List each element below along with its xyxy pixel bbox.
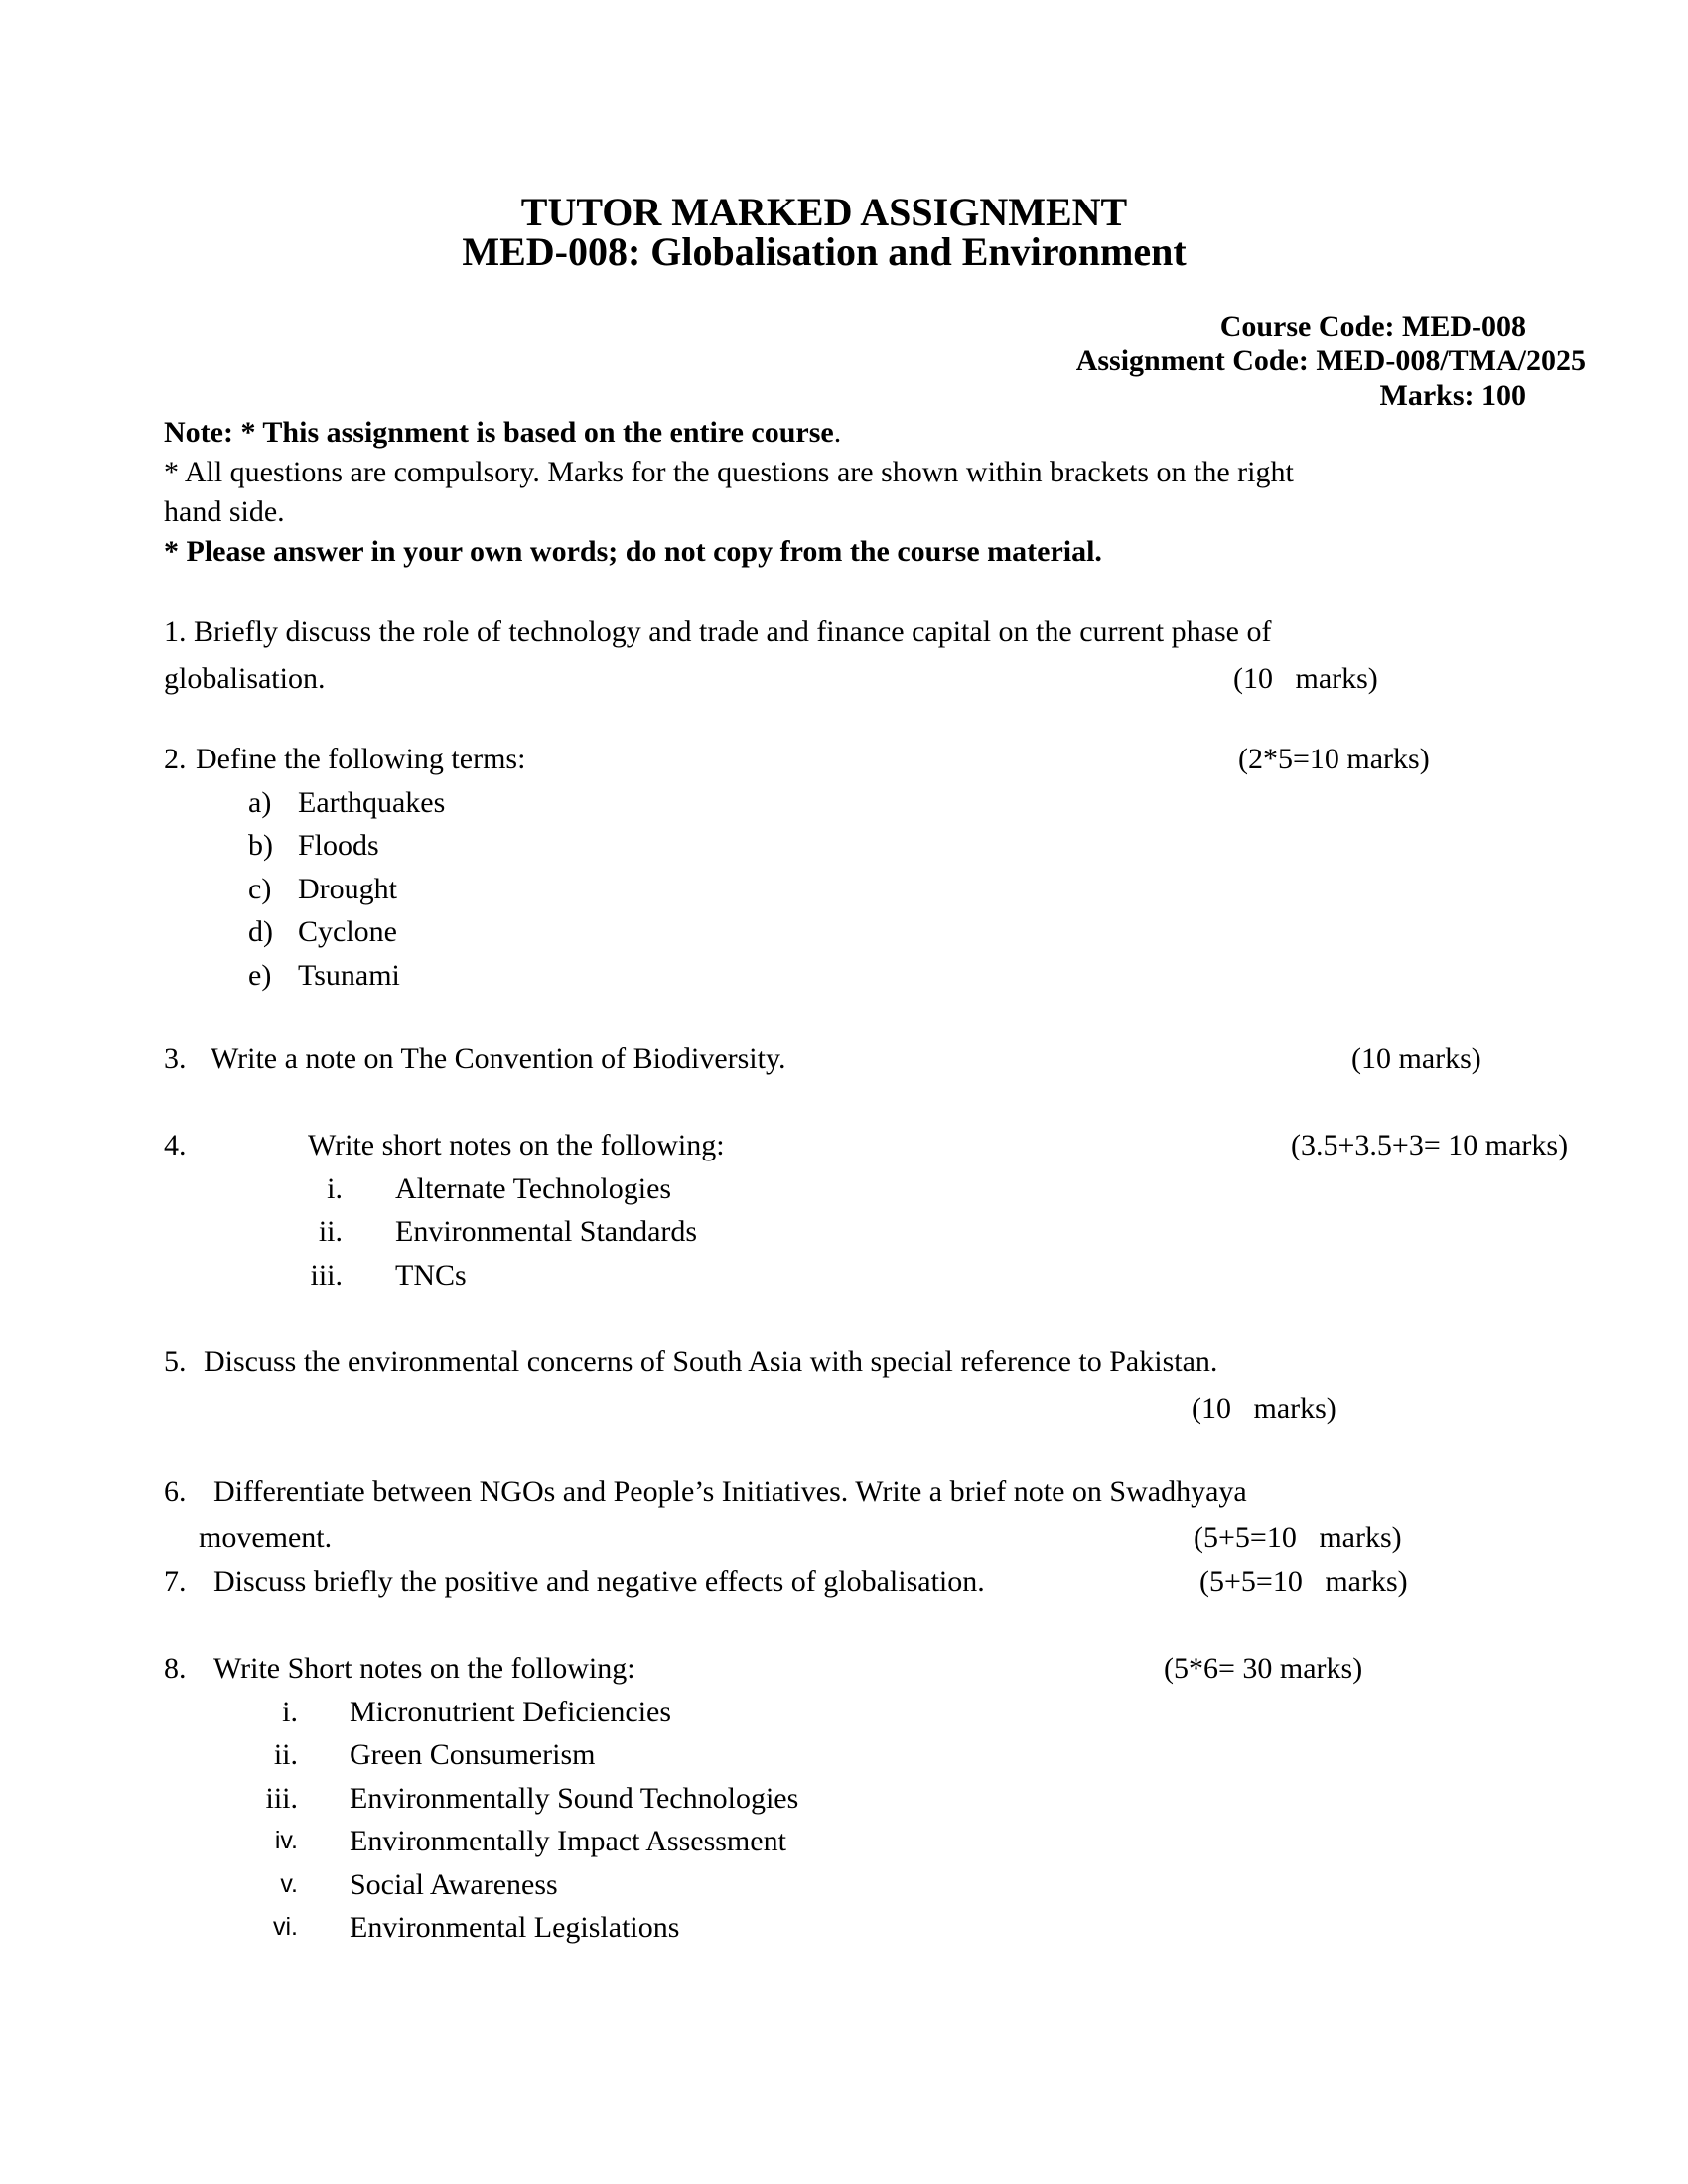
list-item-marker: iv. xyxy=(274,1827,298,1854)
list-item-label: Micronutrient Deficiencies xyxy=(350,1695,672,1728)
question-2-text: Define the following terms: xyxy=(196,743,526,775)
list-item-label: Environmentally Sound Technologies xyxy=(350,1781,799,1815)
list-item xyxy=(164,1691,1574,1734)
question-2 xyxy=(164,738,1574,997)
question-5-number: 5. xyxy=(164,1345,187,1378)
question-4-number: 4. xyxy=(164,1129,187,1161)
question-1-text-cont: globalisation. xyxy=(164,662,326,695)
question-3-number: 3. xyxy=(164,1042,187,1075)
question-7 xyxy=(164,1561,1574,1604)
list-item-marker: iii. xyxy=(310,1258,343,1292)
question-5 xyxy=(164,1338,1574,1432)
note-line-1-plain: . xyxy=(833,416,842,449)
list-item xyxy=(164,1863,1574,1907)
list-item xyxy=(164,1906,1574,1950)
list-item-label: Environmental Standards xyxy=(395,1215,698,1248)
document-title-line1: TUTOR MARKED ASSIGNMENT xyxy=(520,190,1128,234)
list-item xyxy=(164,1254,1574,1297)
assignment-code: Assignment Code: MED-008/TMA/2025 xyxy=(1075,344,1586,377)
list-item xyxy=(164,868,1574,911)
list-item xyxy=(164,910,1574,954)
list-item xyxy=(164,824,1574,868)
document-title-line2: MED-008: Globalisation and Environment xyxy=(462,229,1187,274)
question-1-text: Briefly discuss the role of technology and trade and finance capital on the current phase of xyxy=(194,615,1272,648)
question-2-marks: (2*5=10 marks) xyxy=(1238,743,1430,775)
question-8-marks: (5*6= 30 marks) xyxy=(1164,1652,1363,1685)
course-code: Course Code: MED-008 xyxy=(1219,310,1526,342)
question-6-marks: (5+5=10 marks) xyxy=(1194,1521,1402,1554)
list-item-marker: a) xyxy=(248,785,272,819)
list-item-label: Green Consumerism xyxy=(350,1738,596,1771)
question-7-number: 7. xyxy=(164,1566,187,1598)
question-4-text: Write short notes on the following: xyxy=(308,1129,725,1161)
question-1-marks: (10 marks) xyxy=(1233,662,1378,695)
question-6-line-1 xyxy=(164,1469,1574,1515)
question-7-heading xyxy=(164,1561,1574,1604)
list-item xyxy=(164,1167,1574,1211)
question-6 xyxy=(164,1469,1574,1561)
question-8-heading xyxy=(164,1647,1574,1691)
list-item-marker: i. xyxy=(327,1171,343,1205)
question-4-marks: (3.5+3.5+3= 10 marks) xyxy=(1291,1129,1569,1161)
question-6-text: Differentiate between NGOs and People’s Initiatives. Write a brief note on Swadhyaya xyxy=(213,1475,1247,1508)
question-4-heading xyxy=(164,1124,1574,1167)
question-1-number: 1. xyxy=(164,615,187,648)
note-section xyxy=(164,413,1554,572)
list-item-marker: v. xyxy=(280,1869,298,1898)
list-item-marker: vi. xyxy=(273,1913,298,1941)
question-7-marks: (5+5=10 marks) xyxy=(1199,1566,1408,1598)
question-3-heading xyxy=(164,1037,1574,1081)
question-6-number: 6. xyxy=(164,1475,187,1508)
list-item xyxy=(164,1777,1574,1821)
list-item-label: Floods xyxy=(298,829,379,862)
note-line-3: hand side. xyxy=(164,495,285,528)
list-item-marker: ii. xyxy=(273,1738,298,1771)
list-item xyxy=(164,1733,1574,1777)
question-3-text: Write a note on The Convention of Biodiversity. xyxy=(211,1042,786,1075)
list-item xyxy=(164,1210,1574,1254)
question-5-line-2 xyxy=(164,1385,1574,1432)
total-marks: Marks: 100 xyxy=(1379,379,1526,412)
question-1-line-2 xyxy=(164,655,1574,702)
list-item-marker: e) xyxy=(248,958,272,992)
list-item-label: Alternate Technologies xyxy=(395,1171,672,1205)
question-1-line-1 xyxy=(164,609,1574,655)
list-item xyxy=(164,781,1574,825)
question-5-line-1 xyxy=(164,1338,1574,1385)
list-item-marker: b) xyxy=(248,829,273,862)
question-2-heading xyxy=(164,738,1574,781)
list-item-label: Earthquakes xyxy=(298,785,446,819)
question-3-marks: (10 marks) xyxy=(1351,1042,1481,1075)
list-item-marker: iii. xyxy=(265,1781,298,1815)
list-item-marker: ii. xyxy=(318,1215,343,1248)
question-6-line-2 xyxy=(164,1515,1574,1561)
list-item-marker: c) xyxy=(248,872,272,905)
header-codes xyxy=(1076,309,1586,413)
document-title xyxy=(0,190,1648,274)
question-5-marks: (10 marks) xyxy=(1192,1392,1336,1425)
question-5-text: Discuss the environmental concerns of South Asia with special reference to Pakistan. xyxy=(204,1345,1218,1378)
question-8 xyxy=(164,1647,1574,1950)
list-item-marker: i. xyxy=(282,1695,298,1728)
question-3 xyxy=(164,1037,1574,1081)
list-item-label: Cyclone xyxy=(298,915,397,948)
question-8-list xyxy=(164,1691,1574,1950)
list-item-label: Drought xyxy=(298,872,397,905)
list-item-label: Environmental Legislations xyxy=(350,1911,680,1944)
question-8-text: Write Short notes on the following: xyxy=(213,1652,635,1685)
note-line-1-bold: Note: * This assignment is based on the entire course xyxy=(164,416,834,449)
list-item-label: Social Awareness xyxy=(350,1867,558,1901)
question-4 xyxy=(164,1124,1574,1297)
list-item-label: Tsunami xyxy=(298,958,400,992)
question-1 xyxy=(164,609,1574,702)
note-line-1 xyxy=(164,413,1554,453)
question-4-list xyxy=(164,1167,1574,1297)
list-item-label: TNCs xyxy=(395,1258,467,1292)
question-2-number: 2. xyxy=(164,743,187,775)
note-line-4: * Please answer in your own words; do not copy from the course material. xyxy=(164,535,1102,568)
question-2-list xyxy=(164,781,1574,998)
question-7-text: Discuss briefly the positive and negative effects of globalisation. xyxy=(213,1566,985,1598)
list-item xyxy=(164,954,1574,998)
list-item-label: Environmentally Impact Assessment xyxy=(350,1825,786,1857)
list-item xyxy=(164,1820,1574,1863)
question-6-text-cont: movement. xyxy=(199,1521,333,1554)
question-8-number: 8. xyxy=(164,1652,187,1685)
list-item-marker: d) xyxy=(248,915,273,948)
note-line-2: * All questions are compulsory. Marks for the questions are shown within brackets on the right xyxy=(164,456,1294,488)
